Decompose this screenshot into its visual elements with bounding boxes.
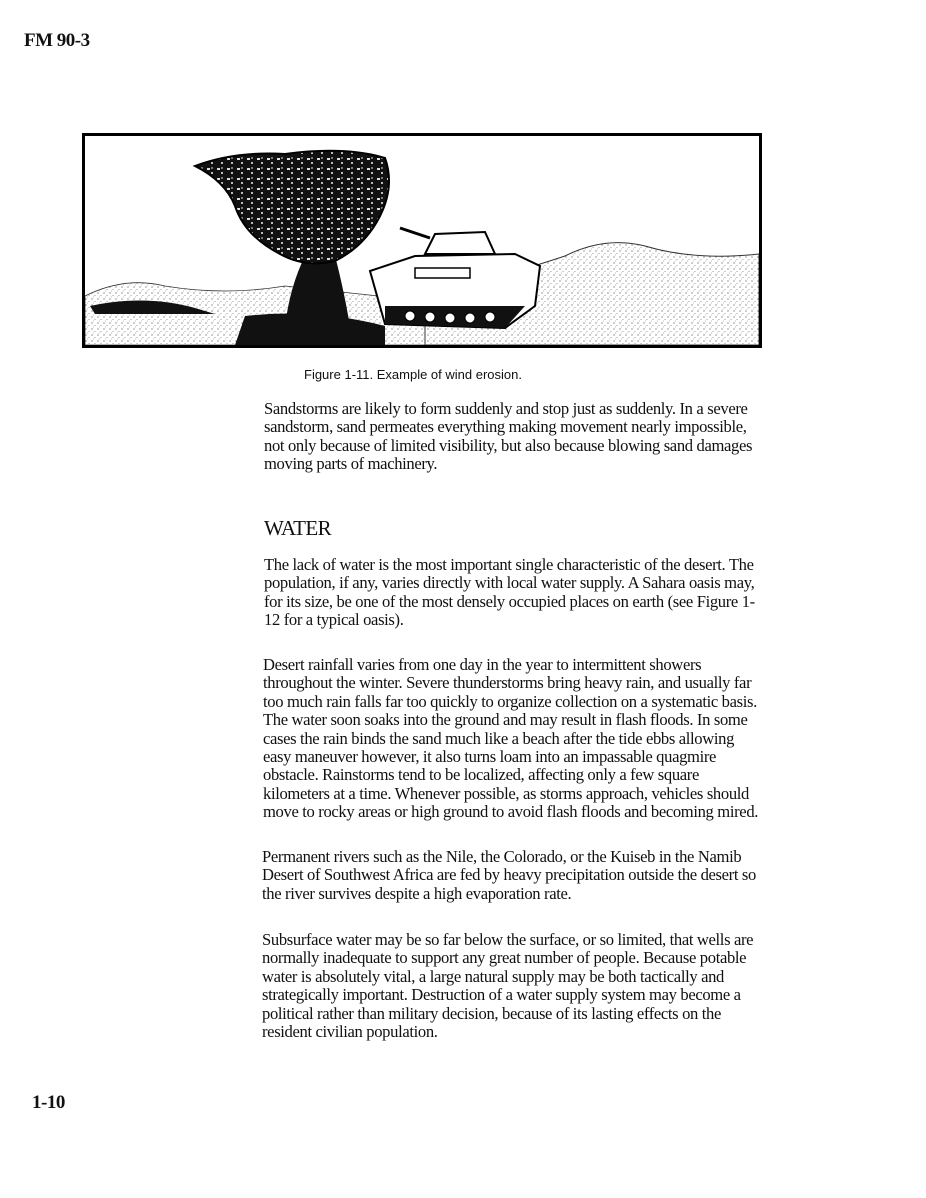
- paragraph-water-4: Subsurface water may be so far below the surface, or so limited, that wells are normally inadequate to support any great number of people. Because potable water is absolutely vital, a large natural supply may be both tactically and strategically important. Destruction of a water supply system may become a political rather than military decision, because of its lasting effects on the resident civilian population.: [262, 930, 754, 1042]
- paragraph-water-2: Desert rainfall varies from one day in the year to intermittent showers throughout the winter. Severe thunderstorms bring heavy rain, and usually far too much rain falls far too quickly to organize collection on a systematic basis. The water soon soaks into the ground and may result in flash floods. In some cases the rain binds the sand much like a beach after the tide ebbs allowing easy maneuver however, it also turns loam into an impassable quagmire obstacle. Rainstorms tend to be localized, affecting only a few square kilometers at a time. Whenever possible, as storms approach, vehicles should move to rocky areas or high ground to avoid flash floods and becoming mired.: [263, 655, 759, 822]
- paragraph-sandstorms: Sandstorms are likely to form suddenly and stop just as suddenly. In a severe sandstorm, sand permeates everything making movement nearly impossible, not only because of limited visibility, but also because blowing sand damages moving parts of machinery.: [264, 399, 753, 474]
- paragraph-water-1: The lack of water is the most important single characteristic of the desert. The population, if any, varies directly with local water supply. A Sahara oasis may, for its size, be one of the most densely occupied places on earth (see Figure 1-12 for a typical oasis).: [264, 555, 755, 630]
- figure-caption: Figure 1-11. Example of wind erosion.: [304, 367, 522, 382]
- page-number: 1-10: [32, 1092, 65, 1113]
- rock-stem: [285, 256, 350, 326]
- wind-erosion-figure: [82, 133, 762, 348]
- paragraph-water-3: Permanent rivers such as the Nile, the Colorado, or the Kuiseb in the Namib Desert of Southwest Africa are fed by heavy precipitation outside the desert so the river survives despite a high evaporation rate.: [262, 847, 756, 903]
- armored-vehicle: [370, 228, 540, 328]
- rock-cap: [195, 151, 389, 264]
- section-heading-water: WATER: [264, 516, 331, 540]
- wind-erosion-illustration: [85, 136, 759, 345]
- document-id-header: FM 90-3: [24, 30, 90, 51]
